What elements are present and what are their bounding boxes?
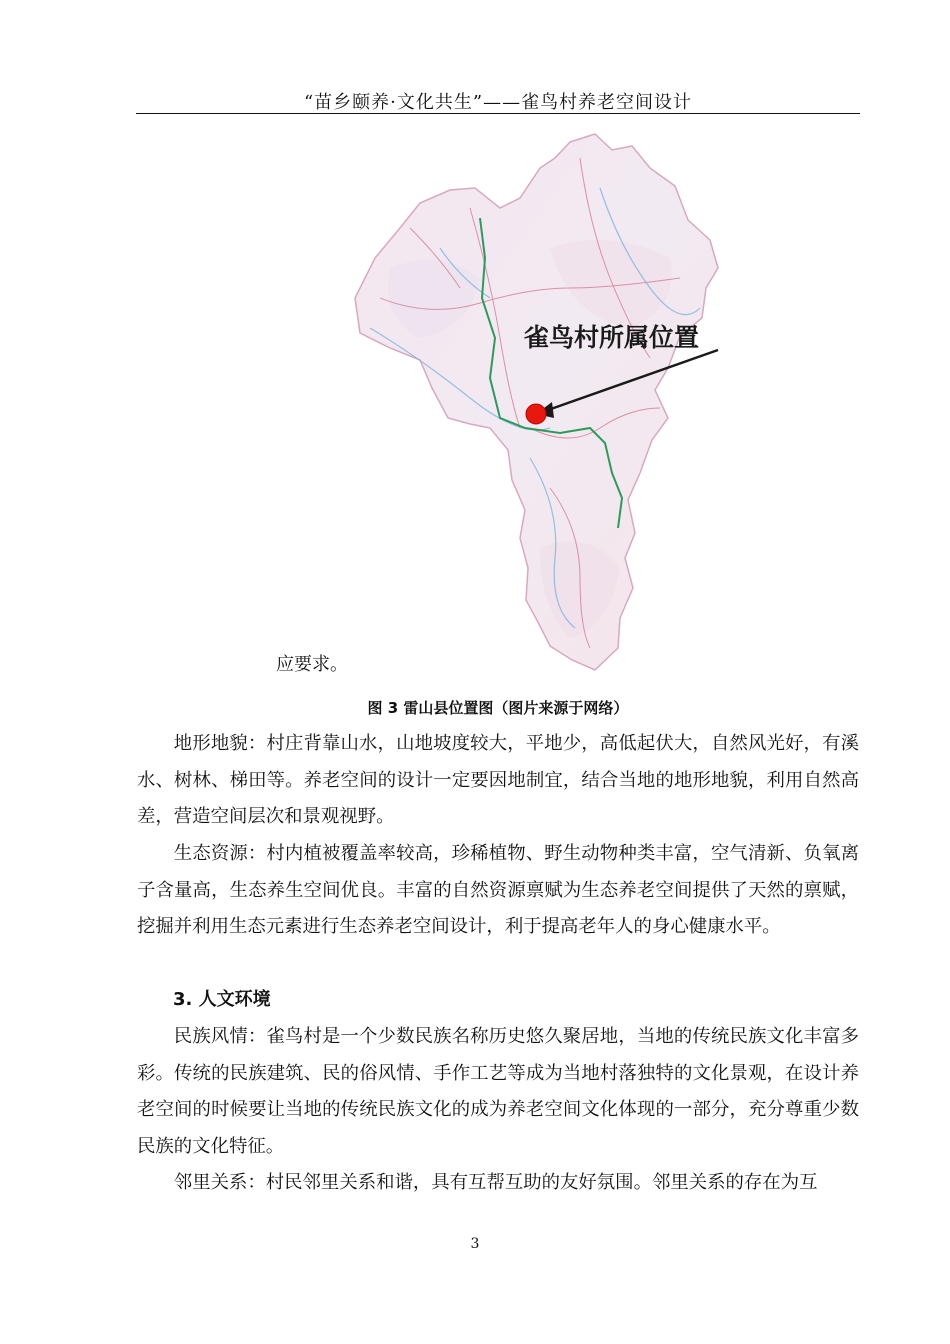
- neighbors-paragraph: 邻里关系：村民邻里关系和谐，具有互帮互助的友好氛围。邻里关系的存在为互: [173, 1172, 818, 1193]
- leishan-county-map: [350, 128, 730, 673]
- figure-caption: 图 3 雷山县位置图（图片来源于网络）: [367, 699, 629, 717]
- header-rule: [136, 113, 860, 114]
- section-heading: 3. 人文环境: [173, 989, 271, 1010]
- page-header: “苗乡颐养·文化共生”——雀鸟村养老空间设计: [303, 92, 693, 113]
- county-outline: [355, 134, 718, 670]
- map-label: 雀鸟村所属位置: [524, 323, 700, 352]
- terrain-paragraph: 地形地貌：村庄背靠山水，山地坡度较大，平地少，高低起伏大，自然风光好，有溪水、树林、梯田等。养老空间的设计一定要因地制宜，结合当地的地形地貌，利用自然高差，营造空间层次和景观视野。: [137, 733, 859, 827]
- ecology-paragraph: 生态资源：村内植被覆盖率较高，珍稀植物、野生动物种类丰富，空气清新、负氧离子含量高，生态养生空间优良。丰富的自然资源禀赋为生态养老空间提供了天然的禀赋，挖掘并利用生态元素进行生态养老空间设计，利于提高老年人的身心健康水平。: [137, 843, 859, 937]
- village-marker: [526, 404, 546, 424]
- ethnic-paragraph: 民族风情：雀鸟村是一个少数民族名称历史悠久聚居地，当地的传统民族文化丰富多彩。传统的民族建筑、民的俗风情、手作工艺等成为当地村落独特的文化景观，在设计养老空间的时候要让当地的传统民族文化的成为养老空间文化体现的一部分，充分尊重少数民族的文化特征。: [137, 1026, 859, 1157]
- stray-text: 应要求。: [276, 654, 348, 675]
- page-number: 3: [470, 1236, 480, 1252]
